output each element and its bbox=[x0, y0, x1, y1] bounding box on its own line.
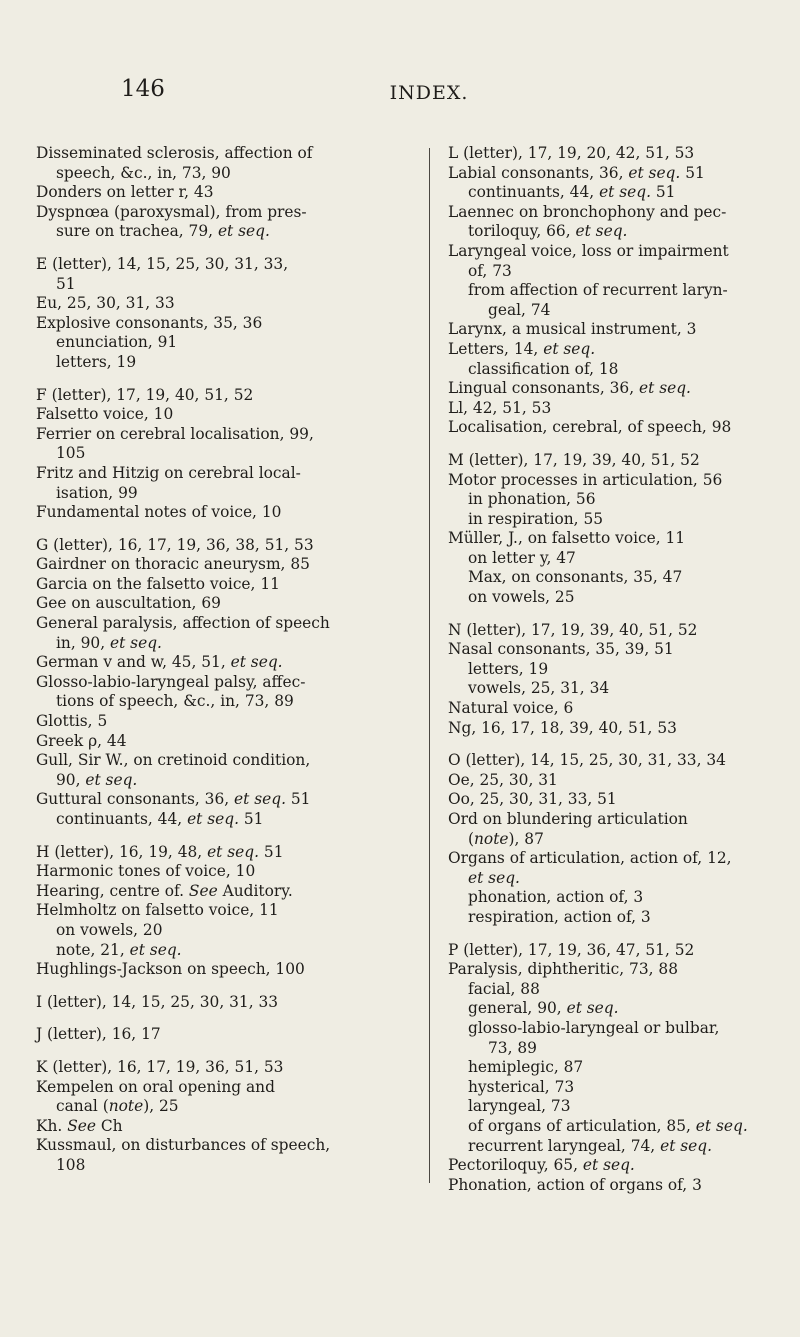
index-subentry bbox=[448, 360, 784, 380]
index-entry bbox=[36, 1136, 421, 1175]
index-letter-group bbox=[36, 1058, 421, 1176]
index-subentry bbox=[36, 353, 421, 373]
index-line: O (letter), 14, 15, 25, 30, 31, 33, 34 bbox=[448, 751, 726, 770]
column-divider bbox=[429, 148, 430, 1183]
index-entry bbox=[36, 255, 421, 294]
index-line: hysterical, 73 bbox=[468, 1077, 575, 1096]
index-line: Ll, 42, 51, 53 bbox=[448, 398, 552, 417]
index-line: on vowels, 20 bbox=[56, 920, 163, 939]
index-entry bbox=[448, 640, 784, 660]
index-entry bbox=[36, 843, 421, 863]
index-line: hemiplegic, 87 bbox=[468, 1058, 584, 1077]
index-line: Phonation, action of organs of, 3 bbox=[448, 1175, 702, 1194]
index-entry bbox=[36, 294, 421, 314]
index-line: recurrent laryngeal, 74, et seq. bbox=[468, 1136, 713, 1155]
index-letter-group bbox=[448, 451, 784, 608]
index-line: letters, 19 bbox=[468, 659, 549, 678]
index-letter-group bbox=[448, 621, 784, 739]
index-line: I (letter), 14, 15, 25, 30, 31, 33 bbox=[36, 992, 279, 1011]
index-entry bbox=[448, 699, 784, 719]
page-header bbox=[0, 76, 800, 116]
index-line: general, 90, et seq. bbox=[468, 999, 619, 1018]
index-entry bbox=[448, 621, 784, 641]
index-entry bbox=[448, 771, 784, 791]
index-subentry bbox=[36, 941, 421, 961]
index-entry bbox=[448, 790, 784, 810]
index-letter-group bbox=[36, 993, 421, 1013]
index-line: Localisation, cerebral, of speech, 98 bbox=[448, 418, 732, 437]
index-line: continuants, 44, et seq. 51 bbox=[56, 810, 264, 828]
index-line: E (letter), 14, 15, 25, 30, 31, 33, bbox=[36, 254, 289, 273]
index-subentry bbox=[448, 999, 784, 1019]
index-line: vowels, 25, 31, 34 bbox=[468, 679, 610, 698]
index-line: Glosso-labio-laryngeal palsy, affec- bbox=[36, 672, 306, 691]
index-line: German v and w, 45, 51, et seq. bbox=[36, 653, 283, 672]
index-line: phonation, action of, 3 bbox=[468, 888, 644, 907]
index-entry bbox=[448, 529, 784, 549]
index-line: Laennec on bronchophony and pec- bbox=[448, 202, 727, 221]
index-line: Dyspnœa (paroxysmal), from pres- bbox=[36, 202, 307, 221]
index-letter-group bbox=[448, 751, 784, 927]
index-line: 73, 89 bbox=[488, 1038, 537, 1057]
index-entry bbox=[448, 203, 784, 242]
index-line: Guttural consonants, 36, et seq. 51 bbox=[36, 790, 311, 809]
index-subentry bbox=[448, 908, 784, 928]
index-line: 90, et seq. bbox=[56, 770, 138, 789]
index-entry bbox=[448, 960, 784, 980]
index-line: classification of, 18 bbox=[468, 359, 619, 378]
index-entry bbox=[36, 575, 421, 595]
index-letter-group bbox=[36, 255, 421, 373]
index-entry bbox=[36, 503, 421, 523]
index-line: Hughlings-Jackson on speech, 100 bbox=[36, 960, 305, 979]
index-subentry bbox=[448, 1137, 784, 1157]
index-line: on vowels, 25 bbox=[468, 588, 575, 607]
index-subentry bbox=[448, 490, 784, 510]
index-subentry bbox=[448, 1058, 784, 1078]
index-line: in, 90, et seq. bbox=[56, 633, 162, 652]
page-title: INDEX. bbox=[389, 82, 469, 104]
index-entry bbox=[448, 242, 784, 281]
index-line: (note), 87 bbox=[468, 829, 544, 848]
index-entry bbox=[36, 653, 421, 673]
index-line: 51 bbox=[56, 274, 76, 293]
index-entry bbox=[448, 1176, 784, 1196]
index-line: Letters, 14, et seq. bbox=[448, 339, 596, 358]
index-letter-group bbox=[36, 536, 421, 830]
index-letter-group bbox=[36, 386, 421, 523]
index-line: P (letter), 17, 19, 36, 47, 51, 52 bbox=[448, 940, 695, 959]
index-subentry bbox=[448, 281, 784, 320]
index-subentry bbox=[448, 980, 784, 1000]
index-entry bbox=[448, 340, 784, 360]
index-line: Harmonic tones of voice, 10 bbox=[36, 862, 256, 881]
index-line: Nasal consonants, 35, 39, 51 bbox=[448, 640, 674, 659]
index-line: Pectoriloquy, 65, et seq. bbox=[448, 1156, 635, 1175]
index-line: Falsetto voice, 10 bbox=[36, 405, 174, 424]
index-letter-group bbox=[448, 144, 784, 438]
index-line: speech, &c., in, 73, 90 bbox=[56, 163, 231, 182]
index-line: G (letter), 16, 17, 19, 36, 38, 51, 53 bbox=[36, 535, 314, 554]
index-line: letters, 19 bbox=[56, 352, 137, 371]
index-entry bbox=[36, 1058, 421, 1078]
index-subentry bbox=[448, 1078, 784, 1098]
index-entry bbox=[448, 471, 784, 491]
index-line: geal, 74 bbox=[488, 300, 551, 319]
index-line: Kussmaul, on disturbances of speech, bbox=[36, 1136, 331, 1155]
index-line: Kh. See Ch bbox=[36, 1116, 123, 1135]
index-entry bbox=[448, 144, 784, 164]
index-entry bbox=[448, 379, 784, 399]
index-entry bbox=[36, 144, 421, 183]
index-entry bbox=[448, 1156, 784, 1176]
index-entry bbox=[36, 405, 421, 425]
index-line: of, 73 bbox=[468, 261, 512, 280]
index-column-left bbox=[36, 144, 421, 1189]
index-line: on letter y, 47 bbox=[468, 548, 576, 567]
index-entry bbox=[36, 901, 421, 921]
index-entry bbox=[36, 1117, 421, 1137]
index-entry bbox=[36, 614, 421, 653]
index-line: Disseminated sclerosis, affection of bbox=[36, 144, 313, 162]
index-line: 105 bbox=[56, 444, 86, 463]
index-entry bbox=[36, 1025, 421, 1045]
index-entry bbox=[36, 594, 421, 614]
index-entry bbox=[36, 732, 421, 752]
index-line: respiration, action of, 3 bbox=[468, 907, 651, 926]
index-subentry bbox=[448, 679, 784, 699]
index-line: N (letter), 17, 19, 39, 40, 51, 52 bbox=[448, 620, 698, 639]
index-subentry bbox=[448, 1117, 784, 1137]
index-entry bbox=[36, 790, 421, 810]
index-subentry bbox=[36, 810, 421, 830]
index-line: in phonation, 56 bbox=[468, 490, 596, 509]
index-line: Gairdner on thoracic aneurysm, 85 bbox=[36, 555, 310, 574]
index-line: K (letter), 16, 17, 19, 36, 51, 53 bbox=[36, 1057, 284, 1076]
index-entry bbox=[448, 418, 784, 438]
index-line: Müller, J., on falsetto voice, 11 bbox=[448, 529, 686, 548]
index-line: Ferrier on cerebral localisation, 99, bbox=[36, 424, 314, 443]
index-line: Oo, 25, 30, 31, 33, 51 bbox=[448, 790, 617, 809]
index-line: glosso-labio-laryngeal or bulbar, bbox=[468, 1018, 720, 1037]
index-entry bbox=[448, 751, 784, 771]
index-entry bbox=[36, 386, 421, 406]
index-line: Glottis, 5 bbox=[36, 712, 108, 731]
index-line: Greek ρ, 44 bbox=[36, 731, 127, 750]
index-letter-group bbox=[36, 1025, 421, 1045]
index-line: isation, 99 bbox=[56, 483, 138, 502]
index-line: General paralysis, affection of speech bbox=[36, 614, 330, 633]
index-subentry bbox=[448, 888, 784, 908]
index-line: facial, 88 bbox=[468, 979, 540, 998]
index-line: Laryngeal voice, loss or impairment bbox=[448, 241, 729, 260]
index-entry bbox=[36, 314, 421, 334]
index-entry bbox=[448, 164, 784, 184]
index-entry bbox=[36, 993, 421, 1013]
index-line: Gull, Sir W., on cretinoid condition, bbox=[36, 751, 311, 770]
index-line: Eu, 25, 30, 31, 33 bbox=[36, 294, 175, 313]
index-subentry bbox=[448, 549, 784, 569]
index-line: laryngeal, 73 bbox=[468, 1097, 571, 1116]
index-entry bbox=[36, 862, 421, 882]
index-line: Oe, 25, 30, 31 bbox=[448, 770, 558, 789]
index-subentry bbox=[448, 1097, 784, 1117]
index-line: Garcia on the falsetto voice, 11 bbox=[36, 574, 280, 593]
index-entry bbox=[448, 849, 784, 888]
index-line: toriloquy, 66, et seq. bbox=[468, 222, 628, 241]
index-line: Natural voice, 6 bbox=[448, 699, 574, 718]
index-line: Motor processes in articulation, 56 bbox=[448, 470, 723, 489]
index-line: in respiration, 55 bbox=[468, 509, 604, 528]
index-line: Labial consonants, 36, et seq. 51 bbox=[448, 163, 705, 182]
index-letter-group bbox=[448, 941, 784, 1196]
index-line: Organs of articulation, action of, 12, bbox=[448, 849, 732, 868]
index-entry bbox=[448, 320, 784, 340]
index-entry bbox=[36, 425, 421, 464]
index-line: M (letter), 17, 19, 39, 40, 51, 52 bbox=[448, 450, 700, 469]
index-line: enunciation, 91 bbox=[56, 333, 178, 352]
index-entry bbox=[36, 536, 421, 556]
index-line: note, 21, et seq. bbox=[56, 940, 182, 959]
index-letter-group bbox=[36, 144, 421, 242]
index-line: Fritz and Hitzig on cerebral local- bbox=[36, 463, 301, 482]
index-line: tions of speech, &c., in, 73, 89 bbox=[56, 692, 294, 711]
index-subentry bbox=[448, 568, 784, 588]
index-line: sure on trachea, 79, et seq. bbox=[56, 222, 270, 241]
index-subentry bbox=[448, 660, 784, 680]
index-line: Kempelen on oral opening and bbox=[36, 1077, 275, 1096]
index-subentry bbox=[448, 183, 784, 203]
index-line: Donders on letter r, 43 bbox=[36, 183, 214, 202]
index-entry bbox=[448, 810, 784, 849]
index-line: Max, on consonants, 35, 47 bbox=[468, 568, 683, 587]
page-number: 146 bbox=[121, 76, 165, 102]
index-line: F (letter), 17, 19, 40, 51, 52 bbox=[36, 385, 254, 404]
index-line: of organs of articulation, 85, et seq. bbox=[468, 1116, 748, 1135]
index-entry bbox=[448, 941, 784, 961]
index-line: Explosive consonants, 35, 36 bbox=[36, 313, 263, 332]
index-entry bbox=[36, 183, 421, 203]
index-line: Ng, 16, 17, 18, 39, 40, 51, 53 bbox=[448, 718, 677, 737]
index-subentry bbox=[448, 1019, 784, 1058]
index-line: et seq. bbox=[468, 868, 520, 887]
index-column-right bbox=[448, 144, 784, 1208]
index-line: continuants, 44, et seq. 51 bbox=[468, 183, 676, 202]
index-entry bbox=[448, 451, 784, 471]
index-line: J (letter), 16, 17 bbox=[36, 1025, 161, 1044]
index-line: from affection of recurrent laryn- bbox=[468, 281, 728, 300]
index-line: canal (note), 25 bbox=[56, 1097, 179, 1116]
index-line: H (letter), 16, 19, 48, et seq. 51 bbox=[36, 842, 284, 861]
index-line: Lingual consonants, 36, et seq. bbox=[448, 379, 691, 398]
index-subentry bbox=[36, 921, 421, 941]
index-line: Fundamental notes of voice, 10 bbox=[36, 503, 282, 522]
index-line: Gee on auscultation, 69 bbox=[36, 594, 221, 613]
index-subentry bbox=[448, 588, 784, 608]
index-entry bbox=[36, 751, 421, 790]
index-entry bbox=[36, 464, 421, 503]
index-line: Hearing, centre of. See Auditory. bbox=[36, 881, 293, 900]
index-letter-group bbox=[36, 843, 421, 980]
index-line: Larynx, a musical instrument, 3 bbox=[448, 320, 697, 339]
index-line: Paralysis, diphtheritic, 73, 88 bbox=[448, 960, 678, 979]
index-entry bbox=[36, 712, 421, 732]
index-entry bbox=[36, 555, 421, 575]
index-subentry bbox=[36, 333, 421, 353]
index-line: Helmholtz on falsetto voice, 11 bbox=[36, 901, 279, 920]
index-entry bbox=[448, 719, 784, 739]
index-line: 108 bbox=[56, 1155, 86, 1174]
index-line: Ord on blundering articulation bbox=[448, 810, 688, 828]
index-entry bbox=[36, 1078, 421, 1117]
index-entry bbox=[36, 673, 421, 712]
index-subentry bbox=[448, 510, 784, 530]
index-entry bbox=[36, 960, 421, 980]
index-entry bbox=[36, 882, 421, 902]
index-entry bbox=[448, 399, 784, 419]
index-line: L (letter), 17, 19, 20, 42, 51, 53 bbox=[448, 144, 695, 162]
index-entry bbox=[36, 203, 421, 242]
